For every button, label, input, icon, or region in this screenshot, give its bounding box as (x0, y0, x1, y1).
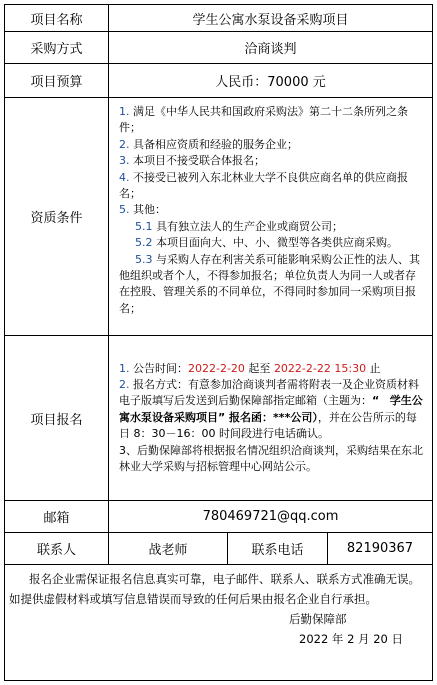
qualification-list (109, 98, 432, 335)
note-org: 后勤保障部 (289, 612, 347, 626)
note-line-1: 报名企业需保证报名信息真实可靠，电子邮件、联系人、联系方式准确无误。 (29, 572, 420, 586)
contact-phone: 82190367 (346, 541, 414, 556)
label-registration: 项目报名 (5, 336, 109, 500)
registration-time (119, 361, 424, 377)
qualification-item (119, 202, 424, 218)
row-contact (5, 533, 432, 565)
item-number: 5. (119, 203, 130, 217)
row-email (5, 501, 432, 533)
footer-note (5, 569, 432, 649)
item-number: 1. (119, 105, 130, 118)
subitem-text: 与采购人存在利害关系可能影响采购公正性的法人、其他组织或者个人，不得参加报名；单位负责人为同一人或者存在控股、管理关系的不同单位，不得同时参加同一采购项目报名； (119, 252, 420, 315)
value-budget: 人民币：70000 元 (215, 75, 326, 90)
subitem-number: 5.3 (135, 252, 153, 266)
time-mid: 起至 (244, 361, 274, 375)
subitem-number: 5.2 (135, 236, 153, 250)
item-number: 4. (119, 170, 130, 184)
subitem-text: 具有独立法人的生产企业或商贸公司； (156, 219, 343, 233)
registration-content (109, 336, 432, 500)
item-text: 其他： (133, 203, 166, 217)
item-number: 3. (119, 154, 130, 168)
label-email: 邮箱 (5, 501, 109, 532)
registration-method (119, 377, 424, 443)
value-project-name: 学生公寓水泵设备采购项目 (192, 12, 349, 28)
row-registration (5, 336, 432, 501)
email-subject: 学生公寓水泵设备采购项目” 报名函：***公司） (119, 394, 423, 424)
note-line-2: 如提供虚假材料或填写信息错误而导致的任何后果由报名企业自行承担。 (9, 592, 377, 606)
item-text: 满足《中华人民共和国政府采购法》第二十二条所列之条件； (119, 105, 408, 135)
item-number: 1. (119, 361, 130, 375)
registration-result: 3、后勤保障部将根据报名情况组织洽商谈判，采购结果在东北林业大学采购与招标管理中心网站公示。 (119, 443, 423, 474)
subitem-text: 本项目面向大、中、小、微型等各类供应商采购。 (156, 236, 398, 250)
qualification-subitem (119, 235, 424, 251)
qualification-subitem (119, 252, 424, 318)
quote-mark: “ (372, 394, 380, 408)
method-text: 报名方式：有意参加洽商谈判者需将附表一及企业资质材料电子版填写后发送到后勤保障部指定邮箱（主题为： (119, 377, 419, 408)
qualification-item (119, 104, 424, 137)
value-method: 洽商谈判 (244, 42, 297, 57)
item-text: 具备相应资质和经验的服务企业； (133, 137, 298, 151)
row-project-name (5, 5, 432, 32)
subitem-number: 5.1 (135, 219, 153, 233)
time-prefix: 公告时间： (133, 361, 188, 375)
label-method: 采购方式 (5, 32, 109, 63)
label-phone: 联系电话 (228, 533, 328, 564)
item-text: 本项目不接受联合体报名； (133, 154, 265, 168)
row-method (5, 32, 432, 64)
announcement-table (4, 4, 433, 681)
label-qualification: 资质条件 (5, 98, 109, 335)
qualification-item (119, 170, 424, 203)
label-project-name: 项目名称 (5, 5, 109, 31)
start-time: 2022-2-20 (188, 361, 245, 375)
label-contact: 联系人 (5, 533, 109, 564)
note-date: 2022 年 2 月 20 日 (299, 632, 403, 646)
item-text: 不接受已被列入东北林业大学不良供应商名单的供应商报名； (119, 170, 408, 201)
qualification-item (119, 153, 424, 169)
contact-name: 战老师 (109, 533, 228, 564)
row-budget (5, 64, 432, 98)
qualification-subitem (119, 219, 424, 235)
row-qualification (5, 98, 432, 336)
qualification-item (119, 137, 424, 153)
value-email[interactable]: 780469721@qq.com (202, 509, 339, 524)
label-budget: 项目预算 (5, 64, 109, 97)
method-text-end: ，并在公告所示的每日 8：30－16：00 时间段进行电话确认。 (119, 410, 417, 441)
item-number: 2. (119, 137, 130, 151)
end-time: 2022-2-22 15:30 (273, 361, 367, 375)
item-number: 2. (119, 377, 130, 391)
time-suffix: 止 (366, 361, 381, 375)
